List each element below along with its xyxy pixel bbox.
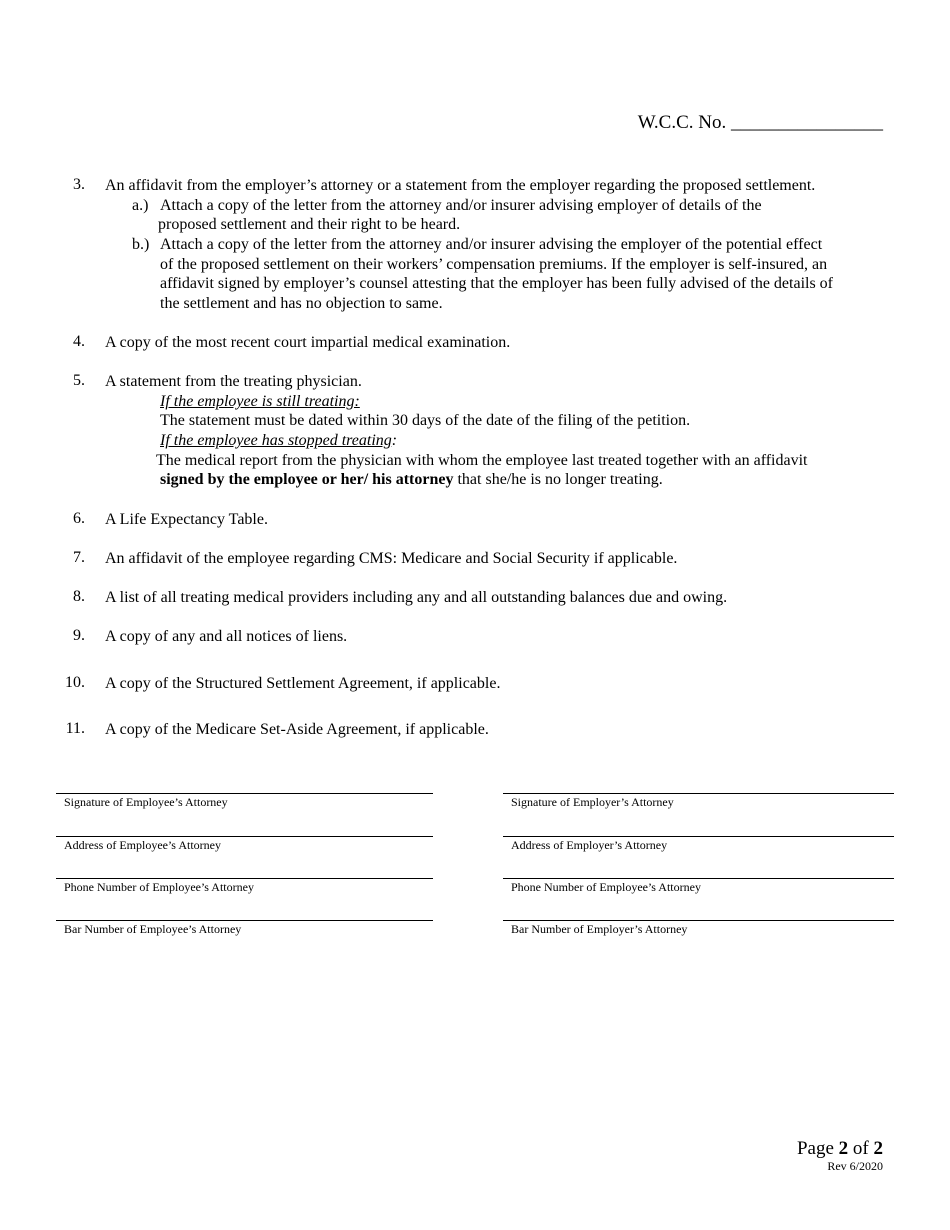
- page-word: Page: [796, 1138, 834, 1159]
- item-number: 5.: [73, 372, 85, 389]
- item-text: A copy of any and all notices of liens.: [105, 628, 348, 645]
- stopped-treating-colon: :: [391, 432, 398, 449]
- item-number: 8.: [73, 588, 85, 605]
- employee-attorney-phone-line[interactable]: [56, 878, 433, 879]
- bar-number-label: Bar Number of Employee’s Attorney: [64, 922, 242, 936]
- page-current: 2: [838, 1138, 849, 1159]
- item-number: 11.: [65, 720, 85, 737]
- employee-attorney-bar-number-line[interactable]: [56, 920, 433, 921]
- wcc-label: W.C.C. No.: [637, 112, 727, 133]
- item-number: 6.: [73, 510, 85, 527]
- address-label: Address of Employee’s Attorney: [64, 838, 221, 852]
- employer-attorney-signature-line[interactable]: [503, 793, 894, 794]
- page-number: [797, 1138, 883, 1160]
- subitem-text: Attach a copy of the letter from the attorney and/or insurer advising the employer of the potential effect: [160, 236, 823, 253]
- subitem-text: affidavit signed by employer’s counsel attesting that the employer has been fully advised of the details of: [160, 275, 834, 292]
- item-text: A copy of the most recent court impartial medical examination.: [105, 334, 511, 351]
- still-treating-heading: If the employee is still treating:: [160, 393, 360, 410]
- page-total: 2: [873, 1138, 883, 1159]
- still-treating-text: The statement must be dated within 30 days of the date of the filing of the petition.: [160, 412, 691, 429]
- item-number: 4.: [73, 333, 85, 350]
- stopped-treating-tail: that she/he is no longer treating.: [453, 471, 663, 488]
- employer-attorney-phone-line[interactable]: [503, 878, 894, 879]
- subitem-text: of the proposed settlement on their workers’ compensation premiums. If the employer is self-insured, an: [160, 256, 828, 273]
- employee-attorney-address-line[interactable]: [56, 836, 433, 837]
- stopped-treating-heading: If the employee has stopped treating: [160, 432, 392, 449]
- item-text: An affidavit of the employee regarding CMS: Medicare and Social Security if applicable.: [105, 550, 678, 567]
- phone-label: Phone Number of Employee’s Attorney: [64, 880, 254, 894]
- item-number: 10.: [65, 674, 85, 691]
- subitem-text: Attach a copy of the letter from the attorney and/or insurer advising employer of details of the: [160, 197, 762, 214]
- subitem-label: b.): [132, 236, 150, 253]
- item-text: A Life Expectancy Table.: [105, 511, 268, 528]
- subitem-label: a.): [132, 197, 149, 214]
- item-text: An affidavit from the employer’s attorney or a statement from the employer regarding the proposed settlement.: [105, 177, 816, 194]
- stopped-treating-text-line2: [160, 470, 663, 490]
- employer-attorney-bar-number-line[interactable]: [503, 920, 894, 921]
- stopped-treating-heading-line: [160, 431, 397, 451]
- stopped-treating-text: The medical report from the physician with whom the employee last treated together with an affidavit: [156, 452, 808, 469]
- item-text: A copy of the Medicare Set-Aside Agreement, if applicable.: [105, 721, 489, 738]
- phone-label: Phone Number of Employee’s Attorney: [511, 880, 701, 894]
- subitem-text: proposed settlement and their right to be heard.: [158, 216, 461, 233]
- item-number: 9.: [73, 627, 85, 644]
- signature-label: Signature of Employee’s Attorney: [64, 795, 228, 809]
- item-text: A copy of the Structured Settlement Agreement, if applicable.: [105, 675, 501, 692]
- item-number: 7.: [73, 549, 85, 566]
- page-of: of: [852, 1138, 869, 1159]
- bar-number-label: Bar Number of Employer’s Attorney: [511, 922, 688, 936]
- wcc-blank-line: ________________: [731, 112, 883, 133]
- item-text: A statement from the treating physician.: [105, 373, 362, 390]
- signature-label: Signature of Employer’s Attorney: [511, 795, 674, 809]
- revision-date: Rev 6/2020: [827, 1159, 883, 1173]
- item-text: A list of all treating medical providers including any and all outstanding balances due and owing.: [105, 589, 728, 606]
- subitem-text: the settlement and has no objection to same.: [160, 295, 443, 312]
- address-label: Address of Employer’s Attorney: [511, 838, 668, 852]
- stopped-treating-bold: signed by the employee or her/ his attorney: [160, 471, 454, 488]
- item-number: 3.: [73, 176, 85, 193]
- employee-attorney-signature-line[interactable]: [56, 793, 433, 794]
- employer-attorney-address-line[interactable]: [503, 836, 894, 837]
- wcc-number-field: [638, 112, 883, 134]
